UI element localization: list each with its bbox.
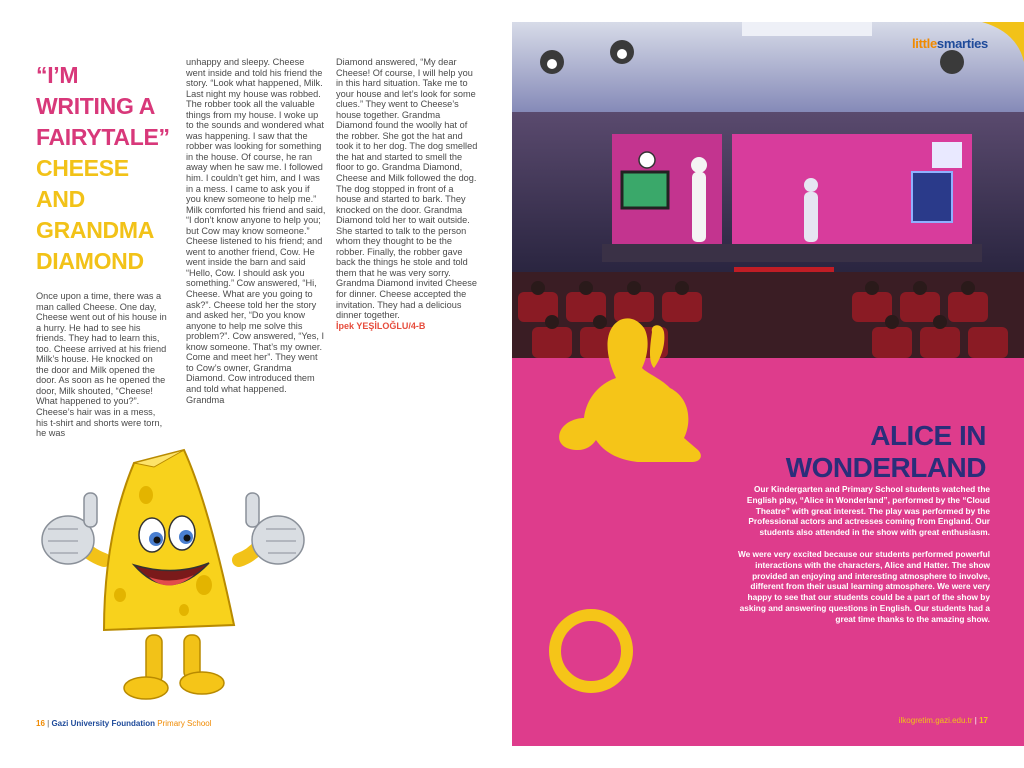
theatre-stage-photo [512, 22, 1024, 358]
alice-body [734, 484, 990, 636]
rabbit-silhouette [542, 318, 712, 478]
title-line: AND [36, 186, 85, 212]
footer-website: ilkogretim.gazi.edu.tr [898, 716, 973, 725]
alice-title-line: WONDERLAND [785, 452, 986, 483]
footer-school: Primary School [157, 719, 212, 728]
footer-separator: | [47, 719, 50, 728]
footer-organization: Gazi University Foundation [51, 719, 156, 728]
story-author: İpek YEŞİLOĞLU/4-B [336, 320, 426, 331]
alice-title [786, 420, 986, 484]
title-line: DIAMOND [36, 248, 144, 274]
title-line: “I’M [36, 62, 79, 88]
page-number: 16 [36, 719, 45, 728]
story-column-2 [186, 57, 326, 405]
littlesmarties-logo: littlesmarties [911, 36, 988, 51]
story-column-3 [336, 57, 478, 331]
footer-separator: | [974, 716, 977, 725]
story-text: Diamond answered, “My dear Cheese! Of course, I will help you in this hard situation. Take me to your house and let’s look for some clues.” They went to Cheese’s house together. Grandma Diamond found the woolly hat of the robber. She got the hat and took it to her dog. The dog smelled the hat and started to smell the floor to go. Grandma Diamond, Cheese and Milk followed the dog. The dog stopped in front of a house and started to bark. They knocked on the door. Grandma Diamond told her to wait outside. She started to talk to the person whom they thought to be the robber. Finally, the robber gave back the things he stole and told them that he was very sorry. Grandma Diamond invited Cheese for dinner. Cheese accepted the invitation. They had a delicious dinner together. [336, 57, 478, 321]
footer-left [36, 719, 212, 728]
story-text: Once upon a time, there was a man called Cheese. One day, Cheese went out of his house in a hurry. He had to see his friends. They had to learn this, too. Cheese arrived at his friend Milk’s house. He knocked on the door and Milk opened the door. As soon as he opened the door, Milk shouted, “Cheese! What happened to you?”. Cheese’s hair was in a mess, his t-shirt and shorts were torn, he was [36, 291, 167, 439]
cheese-mascot-illustration [34, 445, 309, 710]
story-column-1 [36, 291, 168, 439]
alice-paragraph: We were very excited because our students performed powerful interactions with the characters, Alice and Hatter. The show provided an enjoying and interesting atmosphere to involve, different from their usual learning atmosphere. We were very happy to see that our students could be a part of the show by asking and answering questions in English. Our students had a great time thanks to the amazing show. [737, 548, 990, 624]
page-number: 17 [979, 716, 988, 725]
alice-paragraph: Our Kindergarten and Primary School students watched the English play, “Alice in Wonderland”, performed by the “Cloud Theatre” with great interest. The play was performed by the Professional actors and actresses coming from England. Our students also attended in the show with great enthusiasm. [746, 484, 990, 538]
story-text: unhappy and sleepy. Cheese went inside and told his friend the story. “Look what happened, Milk. Last night my house was robbed. The robber took all the valuable things from my house. I woke up to the sounds and wondered what was happening. I saw that the robber was looking for something in the house. Of course, he ran away when he saw me. I followed him. I couldn’t get him, and I was in a mess. I came to ask you if you knew someone to help me.” Milk comforted his friend and said, “I don’t know anyone to help you; but Cow may know someone.” Cheese listened to his friend; and went to another friend, Cow. He went inside the barn and said “Hello, Cow. I should ask you something.” Cow answered, “Hi, Cheese. What are you going to ask?”. Cheese told her the story and asked her, “Do you know anyone to help me solve this problem?”. Cow answered, “Yes, I know someone. That’s my owner. Come and meet her”. They went to Cow’s owner, Grandma Diamond. Cow introduced them and told what happened. Grandma [186, 57, 326, 405]
title-line: WRITING A [36, 93, 156, 119]
alice-title-line: ALICE IN [870, 420, 986, 451]
yellow-ring-decoration [548, 608, 634, 694]
title-line: GRANDMA [36, 217, 154, 243]
title-line: CHEESE [36, 155, 129, 181]
footer-right [512, 716, 988, 725]
title-line: FAIRYTALE” [36, 124, 170, 150]
right-page [512, 22, 1024, 746]
story-title [36, 60, 176, 277]
